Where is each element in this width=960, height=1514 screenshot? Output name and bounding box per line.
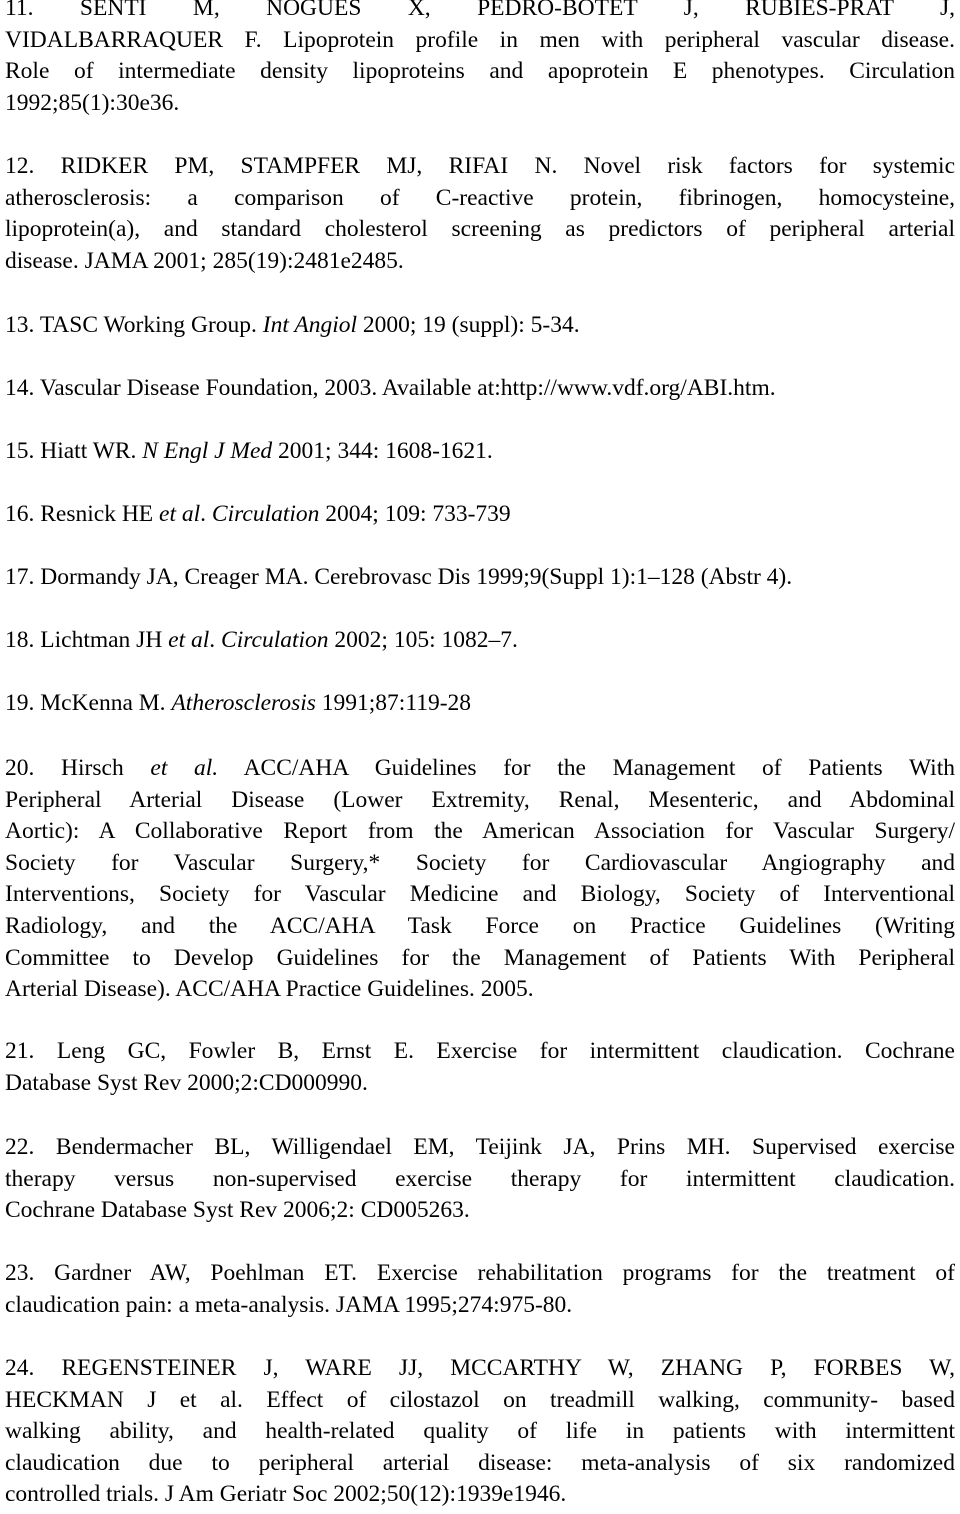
journal-title: Atherosclerosis (171, 690, 316, 716)
reference-21 (5, 1036, 955, 1099)
reference-line: 12. RIDKER PM, STAMPFER MJ, RIFAI N. Novel risk factors for systemic (5, 153, 955, 179)
reference-14 (5, 373, 955, 405)
reference-line: Cochrane Database Syst Rev 2006;2: CD005263. (5, 1197, 470, 1224)
reference-text: . (209, 627, 222, 653)
reference-17 (5, 562, 955, 594)
reference-12 (5, 151, 955, 277)
et-al: et al. (150, 755, 219, 781)
reference-text: 19. McKenna M. (5, 690, 172, 716)
reference-line (5, 310, 955, 342)
reference-line: 22. Bendermacher BL, Willigendael EM, Teijink JA, Prins MH. Supervised exercise (5, 1134, 955, 1160)
reference-text: 2000; 19 (suppl): 5-34. (357, 312, 580, 338)
reference-text: 20. Hirsch (5, 755, 151, 781)
reference-22 (5, 1132, 955, 1227)
reference-line: Database Syst Rev 2000;2:CD000990. (5, 1069, 368, 1096)
journal-title: Circulation (221, 627, 329, 653)
reference-text: 2001; 344: 1608-1621. (272, 438, 493, 464)
reference-line: claudication pain: a meta-analysis. JAMA 1995;274:975-80. (5, 1291, 573, 1318)
reference-line: Interventions, Society for Vascular Medicine and Biology, Society of Interventional (5, 881, 955, 908)
reference-line (5, 753, 955, 785)
reference-line: 11. SENTI M, NOGUES X, PEDRO-BOTET J, RUBIES-PRAT J, (5, 0, 955, 21)
reference-13 (5, 310, 955, 342)
reference-text: 2004; 109: 733-739 (319, 501, 511, 527)
reference-line: Peripheral Arterial Disease (Lower Extremity, Renal, Mesenteric, and Abdominal (5, 786, 955, 813)
reference-line: 23. Gardner AW, Poehlman ET. Exercise rehabilitation programs for the treatment of (5, 1260, 955, 1286)
reference-line: Role of intermediate density lipoproteins and apoprotein E phenotypes. Circulation (5, 58, 955, 85)
reference-line: disease. JAMA 2001; 285(19):2481e2485. (5, 247, 404, 274)
reference-line: 14. Vascular Disease Foundation, 2003. Available at:http://www.vdf.org/ABI.htm. (5, 375, 776, 401)
reference-20 (5, 753, 955, 1006)
reference-16 (5, 499, 955, 531)
reference-text: 2002; 105: 1082–7. (328, 627, 518, 653)
reference-19 (5, 688, 955, 720)
reference-line: therapy versus non-supervised exercise therapy for intermittent claudication. (5, 1165, 955, 1192)
reference-line: 24. REGENSTEINER J, WARE JJ, MCCARTHY W, ZHANG P, FORBES W, (5, 1355, 955, 1381)
reference-line (5, 436, 955, 468)
reference-line: 21. Leng GC, Fowler B, Ernst E. Exercise for intermittent claudication. Cochrane (5, 1038, 955, 1064)
reference-line: VIDALBARRAQUER F. Lipoprotein profile in men with peripheral vascular disease. (5, 26, 955, 53)
reference-line: atherosclerosis: a comparison of C-reactive protein, fibrinogen, homocysteine, (5, 184, 955, 211)
reference-text: 16. Resnick HE (5, 501, 160, 527)
reference-line: 1992;85(1):30e36. (5, 89, 180, 116)
et-al: et al (168, 627, 210, 653)
reference-line: claudication due to peripheral arterial disease: meta-analysis of six randomized (5, 1449, 955, 1476)
reference-line: Committee to Develop Guidelines for the Management of Patients With Peripheral (5, 944, 955, 971)
reference-line: Radiology, and the ACC/AHA Task Force on Practice Guidelines (Writing (5, 912, 955, 939)
reference-24 (5, 1353, 955, 1511)
reference-text: 15. Hiatt WR. (5, 438, 143, 464)
reference-line: HECKMAN J et al. Effect of cilostazol on treadmill walking, community- based (5, 1386, 955, 1413)
reference-text: . (200, 501, 212, 527)
reference-line: Arterial Disease). ACC/AHA Practice Guidelines. 2005. (5, 976, 534, 1003)
reference-text: 18. Lichtman JH (5, 627, 169, 653)
journal-title: Circulation (211, 501, 320, 527)
reference-18 (5, 625, 955, 657)
journal-title: Int Angiol (262, 312, 358, 338)
et-al: et al (159, 501, 201, 527)
reference-line (5, 499, 955, 531)
reference-23 (5, 1258, 955, 1321)
reference-line (5, 625, 955, 657)
journal-title: N Engl J Med (142, 438, 273, 464)
reference-line: Aortic): A Collaborative Report from the American Association for Vascular Surgery/ (5, 818, 955, 845)
reference-15 (5, 436, 955, 468)
reference-line: lipoprotein(a), and standard cholesterol screening as predictors of peripheral arterial (5, 216, 955, 243)
reference-text: ACC/AHA Guidelines for the Management of Patients With (218, 755, 955, 781)
reference-line (5, 688, 955, 720)
reference-text: 1991;87:119-28 (315, 690, 472, 716)
reference-text: 13. TASC Working Group. (5, 312, 263, 338)
reference-11 (5, 0, 955, 119)
reference-line: controlled trials. J Am Geriatr Soc 2002;50(12):1939e1946. (5, 1481, 567, 1508)
reference-line: walking ability, and health-related quality of life in patients with intermittent (5, 1418, 955, 1445)
reference-line: 17. Dormandy JA, Creager MA. Cerebrovasc Dis 1999;9(Suppl 1):1–128 (Abstr 4). (5, 564, 793, 590)
reference-line: Society for Vascular Surgery,* Society for Cardiovascular Angiography and (5, 849, 955, 876)
